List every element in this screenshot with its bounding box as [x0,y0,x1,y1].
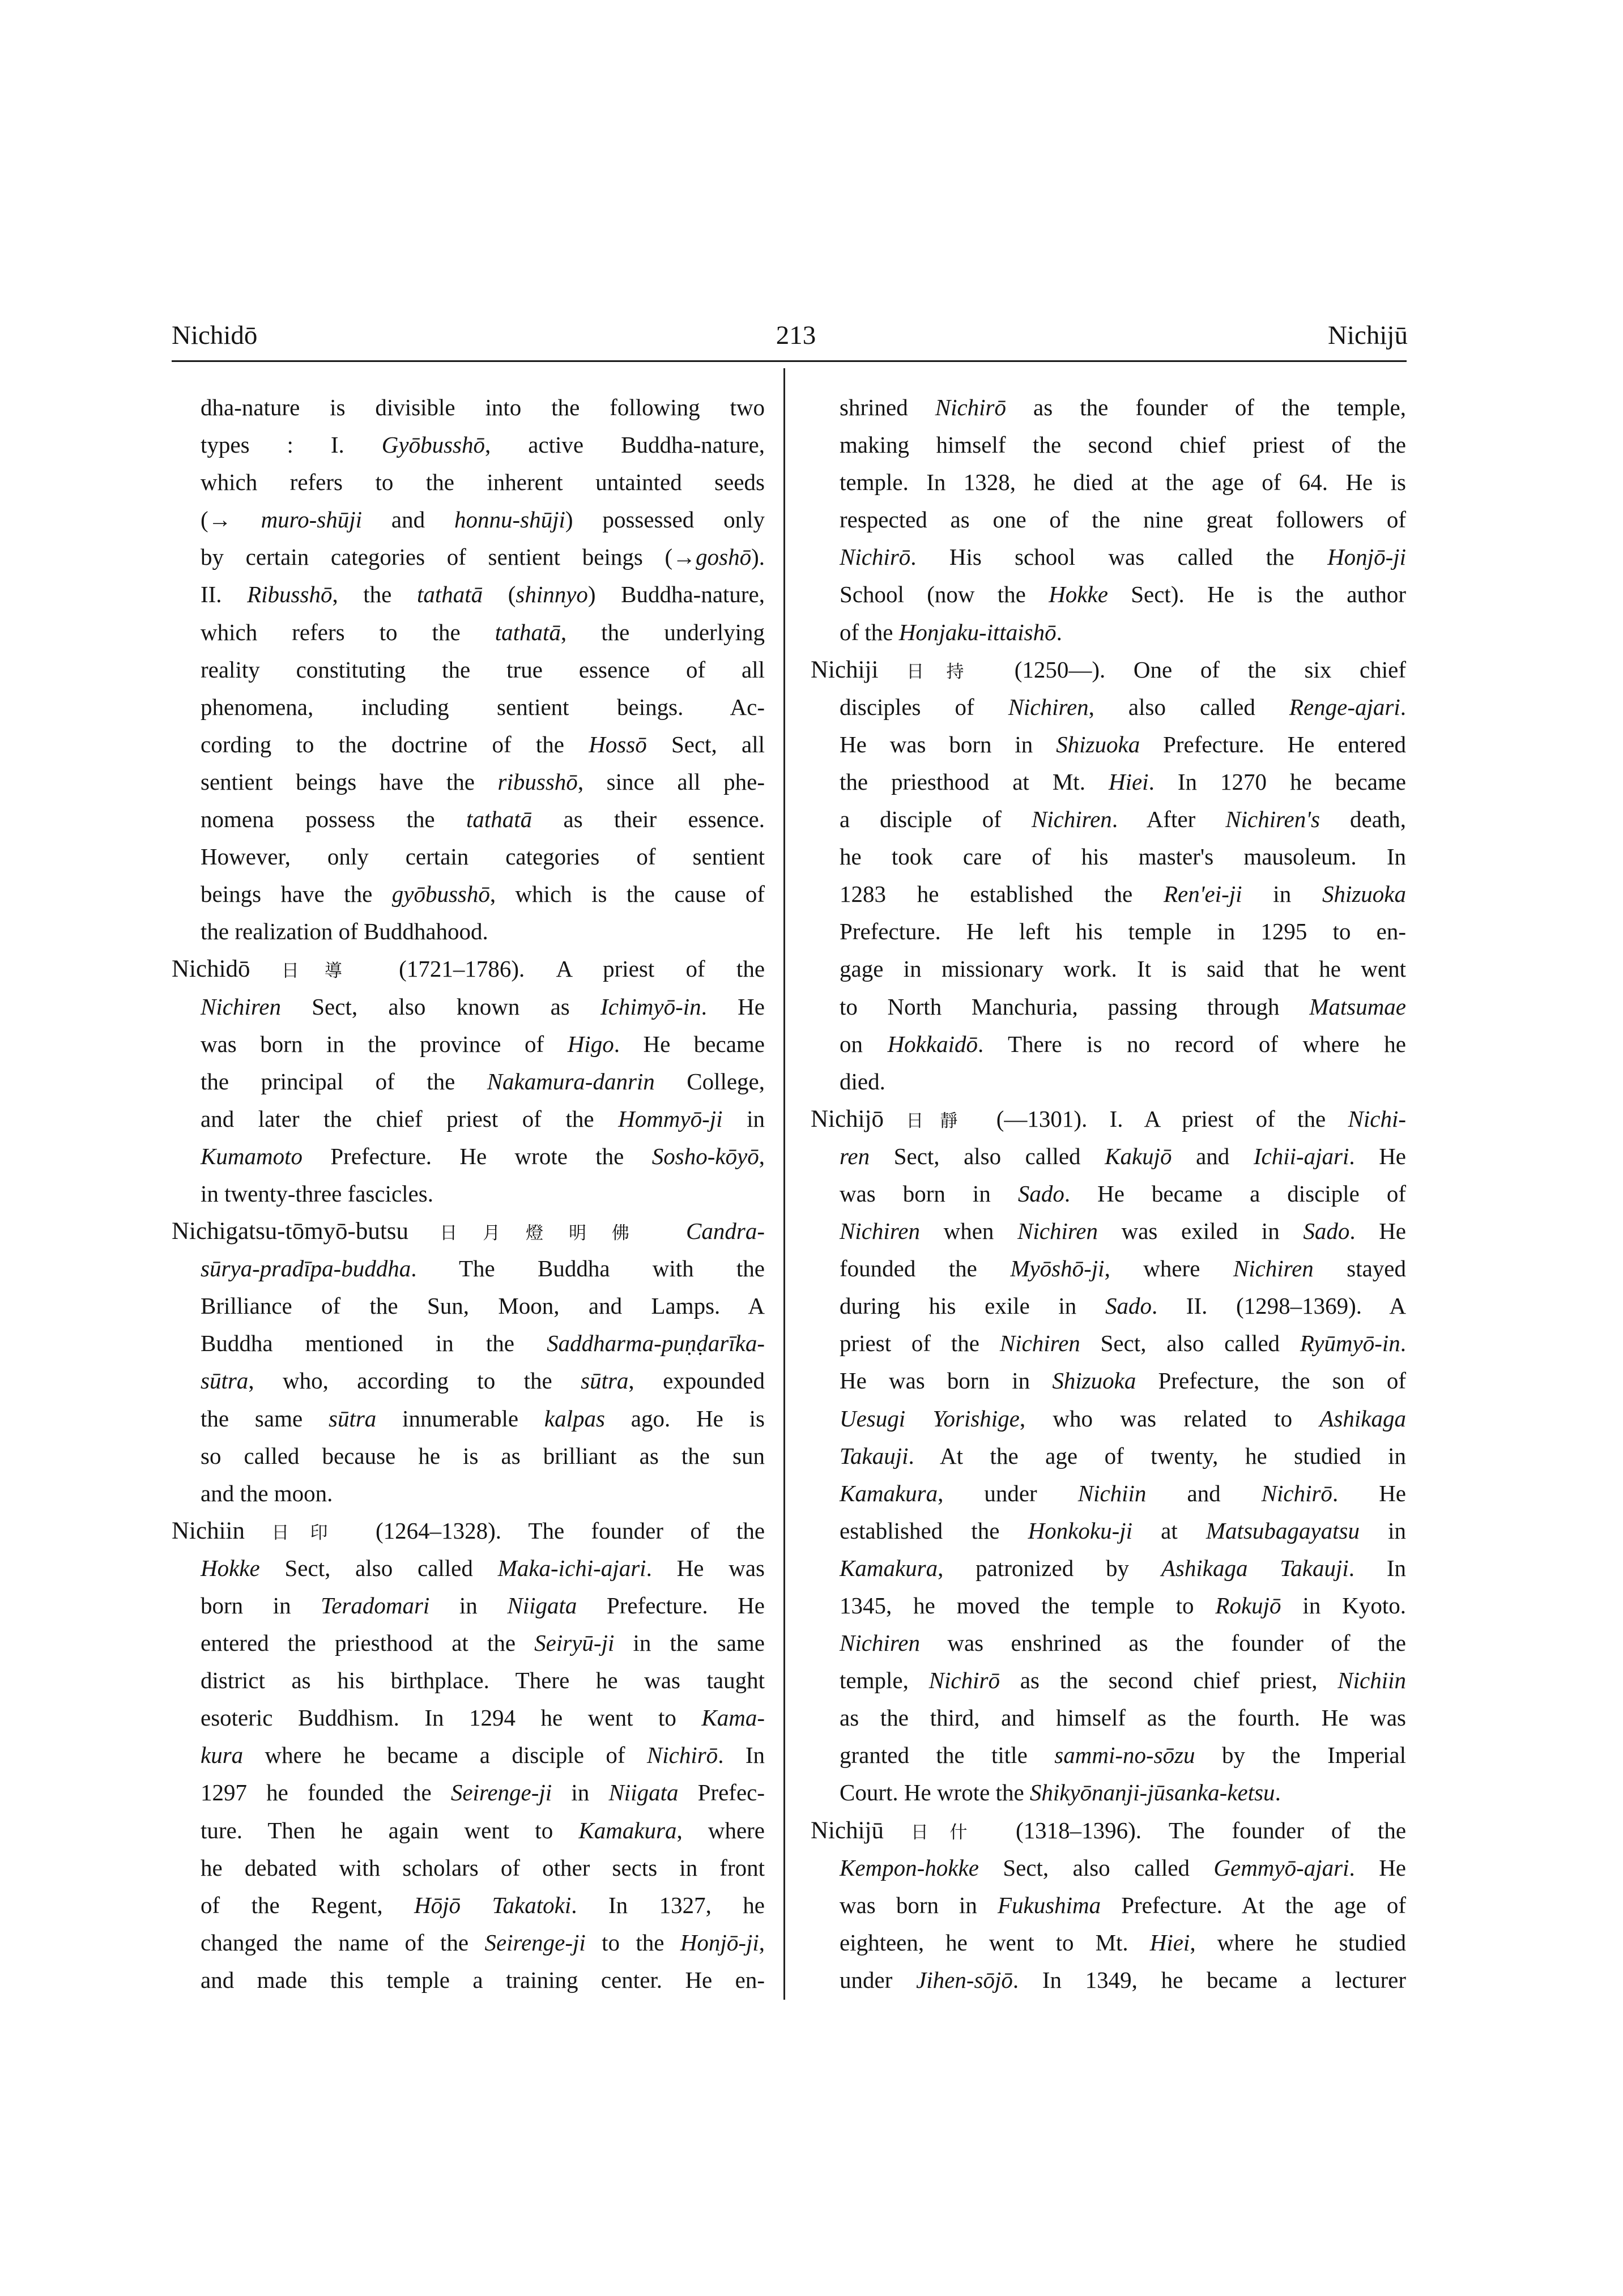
italic-term: Sado [1303,1218,1350,1245]
text-line: gage in missionary work. It is said that he went [840,956,1406,982]
entry-kanji: 日導 [281,961,368,982]
text-line: granted the title sammi-no-sōzu by the Imperial [840,1742,1406,1769]
entry-kanji: 日印 [271,1522,349,1543]
italic-term: Ashikaga Takauji [1161,1554,1349,1581]
text-line: Nichirō. His school was called the Honjō-ji [840,544,1406,570]
text-line: dha-nature is divisible into the following two [201,394,765,420]
text-line: a disciple of Nichiren. After Nichiren's death, [840,806,1406,833]
text-line: respected as one of the nine great followers of [840,506,1406,533]
text-line: Hokke Sect, also called Maka-ichi-ajari. He was [201,1554,765,1581]
italic-term: Honjaku-ittaishō [898,619,1057,645]
italic-term: Ashikaga [1319,1405,1406,1432]
dictionary-entry [172,950,765,1212]
italic-term: kalpas [544,1405,605,1432]
text-line: Takauji. At the age of twenty, he studied in [840,1442,1406,1469]
italic-term: Niigata [608,1779,679,1806]
italic-term: Uesugi Yorishige [840,1405,1020,1432]
italic-term: Ryūmyō-in [1300,1330,1400,1357]
italic-term: Hommyō-ji [618,1105,723,1132]
italic-term: sūtra [581,1368,629,1394]
italic-term: Ren'ei-ji [1164,881,1242,908]
italic-term: tathatā [495,619,561,645]
text-line: School (now the Hokke Sect). He is the author [840,581,1406,608]
italic-term: Hokke [201,1554,260,1581]
text-line: Nichidō 日導 (1721–1786). A priest of the [172,956,765,983]
text-line: and made this temple a training center. He en- [201,1966,765,1993]
italic-term: Seirenge-ji [450,1779,552,1806]
italic-term: sūtra [201,1368,249,1394]
italic-term: Myōshō-ji [1010,1255,1105,1282]
text-line: changed the name of the Seirenge-ji to the Honjō-ji, [201,1929,765,1956]
text-line: as the third, and himself as the fourth. He was [840,1705,1406,1731]
text-line: was born in the province of Higo. He became [201,1030,765,1057]
text-line: 1283 he established the Ren'ei-ji in Shizuoka [840,881,1406,908]
italic-term: Kumamoto [201,1143,303,1169]
text-line: 1345, he moved the temple to Rokujō in Kyoto. [840,1592,1406,1618]
italic-term: Niigata [507,1592,577,1618]
italic-term: sammi-no-sōzu [1054,1742,1195,1769]
text-line: phenomena, including sentient beings. Ac- [201,693,765,720]
text-line: disciples of Nichiren, also called Renge-ajari. [840,693,1406,720]
text-line: Nichiji 日持 (1250—). One of the six chief [811,656,1406,683]
italic-term: Higo [567,1030,614,1057]
text-line: sūtra, who, according to the sūtra, expounded [201,1368,765,1394]
entry-kanji: 日靜 [906,1110,974,1131]
text-line: Kamakura, under Nichiin and Nichirō. He [840,1480,1406,1506]
text-line: II. Ribusshō, the tathatā (shinnyo) Buddha-nature, [201,581,765,608]
italic-term: Sado [1017,1180,1064,1207]
italic-term: sūtra [328,1405,377,1432]
dictionary-entry [172,1212,765,1512]
entry-headword: Nichijō [811,1105,884,1132]
italic-term: Nichiren [1031,806,1112,833]
italic-term: Nichiren [1008,693,1089,720]
text-line: by certain categories of sentient beings (→goshō). [201,544,765,570]
column-divider [783,368,785,2000]
text-line: and later the chief priest of the Hommyō-ji in [201,1105,765,1132]
italic-term: Fukushima [997,1892,1101,1918]
text-line: (→ muro-shūji and honnu-shūji) possessed only [201,506,765,533]
italic-term: Rokujō [1215,1592,1281,1618]
right-column [811,389,1406,1999]
italic-term: Nichiren [1017,1218,1098,1245]
entry-headword: Nichiji [811,656,879,683]
text-line: Nichiren Sect, also known as Ichimyō-in. He [201,993,765,1020]
text-line: cording to the doctrine of the Hossō Sect, all [201,731,765,757]
italic-term: Kamakura [840,1554,938,1581]
text-line: died. [840,1068,885,1094]
italic-term: goshō [696,544,752,570]
italic-term: Shizuoka [1056,731,1140,757]
entry-continuation [811,389,1406,651]
text-line: esoteric Buddhism. In 1294 he went to Kama- [201,1705,765,1731]
italic-term: gyōbusshō [391,881,490,908]
italic-term: Matsubagayatsu [1205,1517,1360,1544]
italic-term: Nichirō [840,544,911,570]
italic-term: Honjō-ji [1327,544,1406,570]
dictionary-entry [811,651,1406,1100]
italic-term: kura [201,1742,244,1769]
italic-term: Hiei [1149,1929,1190,1956]
text-line: he took care of his master's mausoleum. In [840,844,1406,870]
text-line: to North Manchuria, passing through Matsumae [840,993,1406,1020]
entry-kanji: 日什 [910,1822,989,1843]
italic-term: Honkoku-ji [1028,1517,1133,1544]
text-line: district as his birthplace. There he was taught [201,1667,765,1694]
text-line: born in Teradomari in Niigata Prefecture. He [201,1592,765,1618]
text-line: he debated with scholars of other sects in front [201,1854,765,1881]
italic-term: Candra- [686,1218,765,1245]
italic-term: Teradomari [321,1592,430,1618]
italic-term: Kamakura [840,1480,938,1506]
text-line: kura where he became a disciple of Nichirō. In [201,1742,765,1769]
italic-term: ribusshō [497,768,578,795]
text-line: which refers to the tathatā, the underlying [201,619,765,645]
entry-headword: Nichijū [811,1817,884,1844]
text-line: types : I. Gyōbusshō, active Buddha-nature, [201,432,765,458]
text-line: was born in Fukushima Prefecture. At the age of [840,1892,1406,1918]
italic-term: Gemmyō-ajari [1213,1854,1349,1881]
text-line: making himself the second chief priest of the [840,432,1406,458]
italic-term: Saddharma-puṇḍarīka- [547,1330,765,1357]
text-line: Brilliance of the Sun, Moon, and Lamps. A [201,1293,765,1319]
italic-term: Kamakura [578,1817,677,1843]
text-line: ren Sect, also called Kakujō and Ichii-ajari. He [840,1143,1406,1169]
text-line: Nichiren was enshrined as the founder of the [840,1630,1406,1656]
italic-term: Nichi- [1348,1105,1407,1132]
running-head-right: Nichijū [1328,321,1408,350]
italic-term: Gyōbusshō [381,432,485,458]
italic-term: Hōjō Takatoki [414,1892,572,1918]
italic-term: Kakujō [1105,1143,1172,1169]
text-line: the same sūtra innumerable kalpas ago. He is [201,1405,765,1432]
text-line: He was born in Shizuoka Prefecture, the son of [840,1368,1406,1394]
text-line: Kamakura, patronized by Ashikaga Takauji. In [840,1554,1407,1581]
text-line: Nichijū 日什 (1318–1396). The founder of the [811,1817,1407,1844]
italic-term: ren [840,1143,870,1169]
text-line: temple. In 1328, he died at the age of 64. He is [840,469,1406,496]
italic-term: Renge-ajari [1289,693,1400,720]
running-head-left: Nichidō [172,321,258,350]
italic-term: Sosho-kōyō [651,1143,759,1169]
italic-term: Nichiren [840,1630,920,1656]
text-line: the principal of the Nakamura-danrin College, [201,1068,765,1094]
italic-term: Nichiren's [1225,806,1320,833]
entry-kanji: 日月燈明佛 [440,1223,655,1244]
text-line: sentient beings have the ribusshō, since all phe- [201,768,765,795]
text-line: Nichiin 日印 (1264–1328). The founder of the [172,1517,765,1544]
italic-term: sūrya-pradīpa-buddha [201,1255,411,1282]
italic-term: Jihen-sōjō [916,1966,1013,1993]
text-line: However, only certain categories of sentient [201,844,765,870]
italic-term: Nichiren [999,1330,1080,1357]
text-line: so called because he is as brilliant as the sun [201,1442,765,1469]
italic-term: Nichiren [201,993,281,1020]
italic-term: Hossō [589,731,647,757]
text-line: and the moon. [201,1480,333,1506]
italic-term: tathatā [416,581,483,608]
italic-term: Kama- [701,1705,765,1731]
entry-headword: Nichigatsu-tōmyō-butsu [172,1218,409,1245]
text-line: Nichijō 日靜 (—1301). I. A priest of the Nichi- [811,1105,1407,1132]
text-line: Kumamoto Prefecture. He wrote the Sosho-kōyō, [201,1143,765,1169]
text-line: during his exile in Sado. II. (1298–1369). A [840,1293,1406,1319]
text-line: sūrya-pradīpa-buddha. The Buddha with the [201,1255,765,1282]
text-line: reality constituting the true essence of all [201,656,765,683]
italic-term: Nichirō [935,394,1007,420]
text-line: Prefecture. He left his temple in 1295 to en- [840,918,1406,945]
italic-term: Maka-ichi-ajari [497,1554,646,1581]
italic-term: Nichirō [1261,1480,1332,1506]
text-line: priest of the Nichiren Sect, also called Ryūmyō-in. [840,1330,1406,1357]
italic-term: Takauji [840,1442,909,1469]
text-line: ture. Then he again went to Kamakura, where [201,1817,765,1843]
italic-term: Nichirō [928,1667,1000,1694]
italic-term: honnu-shūji [454,506,565,533]
entry-headword: Nichiin [172,1517,245,1544]
entry-kanji: 日持 [906,661,986,682]
text-line: Nichiren when Nichiren was exiled in Sado. He [840,1218,1407,1245]
text-line: under Jihen-sōjō. In 1349, he became a lecturer [840,1966,1406,1993]
italic-term: Hokke [1049,581,1108,608]
text-line: eighteen, he went to Mt. Hiei, where he studied [840,1929,1406,1956]
text-line: Kempon-hokke Sect, also called Gemmyō-ajari. He [840,1854,1407,1881]
italic-term: Hokkaidō [887,1030,978,1057]
italic-term: Matsumae [1309,993,1406,1020]
italic-term: Hiei [1108,768,1149,795]
text-line: Buddha mentioned in the Saddharma-puṇḍarīka- [201,1330,765,1357]
text-line: 1297 he founded the Seirenge-ji in Niigata Prefec- [201,1779,765,1806]
header-rule [172,360,1407,362]
text-line: which refers to the inherent untainted seeds [201,469,765,496]
dictionary-entry [172,1512,765,1999]
dictionary-entry [811,1812,1406,1999]
text-line [172,1212,765,1250]
italic-term: muro-shūji [261,506,362,533]
italic-term: Seiryū-ji [534,1630,615,1656]
italic-term: Nichiin [1337,1667,1406,1694]
italic-term: Nichiren [1233,1255,1314,1282]
left-column [172,389,765,1999]
page-number: 213 [776,321,816,350]
text-line: He was born in Shizuoka Prefecture. He entered [840,731,1406,757]
italic-term: Ribusshō [247,581,333,608]
italic-term: Nichiin [1077,1480,1147,1506]
text-line: of the Regent, Hōjō Takatoki. In 1327, he [201,1892,765,1918]
text-line: the priesthood at Mt. Hiei. In 1270 he became [840,768,1406,795]
text-line: beings have the gyōbusshō, which is the cause of [201,881,765,908]
entry-continuation [172,389,765,950]
text-line: was born in Sado. He became a disciple of [840,1180,1406,1207]
text-line: nomena possess the tathatā as their essence. [201,806,765,833]
text-line: temple, Nichirō as the second chief priest, Nichiin [840,1667,1406,1694]
entry-headword: Nichidō [172,956,250,983]
text-line: Uesugi Yorishige, who was related to Ashikaga [840,1405,1406,1432]
italic-term: Nichiren [840,1218,920,1245]
italic-term: Shizuoka [1322,881,1406,908]
text-line: Court. He wrote the Shikyōnanji-jūsanka-ketsu. [840,1779,1281,1806]
italic-term: tathatā [466,806,533,833]
text-line: in twenty-three fascicles. [201,1180,433,1207]
italic-term: Seirenge-ji [484,1929,586,1956]
text-line: on Hokkaidō. There is no record of where he [840,1030,1406,1057]
text-line: established the Honkoku-ji at Matsubagayatsu in [840,1517,1406,1544]
italic-term: Shikyōnanji-jūsanka-ketsu [1029,1779,1275,1806]
italic-term: Honjō-ji [680,1929,759,1956]
italic-term: Sado [1105,1293,1152,1319]
text-line: of the Honjaku-ittaishō. [840,619,1062,645]
italic-term: Ichii-ajari [1253,1143,1349,1169]
italic-term: Nichirō [646,1742,718,1769]
italic-term: Nakamura-danrin [487,1068,655,1094]
italic-term: shinnyo [516,581,588,608]
italic-term: Ichimyō-in [600,993,701,1020]
italic-term: Shizuoka [1052,1368,1136,1394]
text-line: shrined Nichirō as the founder of the temple, [840,394,1406,420]
text-line: founded the Myōshō-ji, where Nichiren stayed [840,1255,1406,1282]
dictionary-entry [811,1100,1406,1812]
italic-term: Kempon-hokke [840,1854,979,1881]
text-line: the realization of Buddhahood. [201,918,488,945]
text-line: entered the priesthood at the Seiryū-ji in the same [201,1630,765,1656]
